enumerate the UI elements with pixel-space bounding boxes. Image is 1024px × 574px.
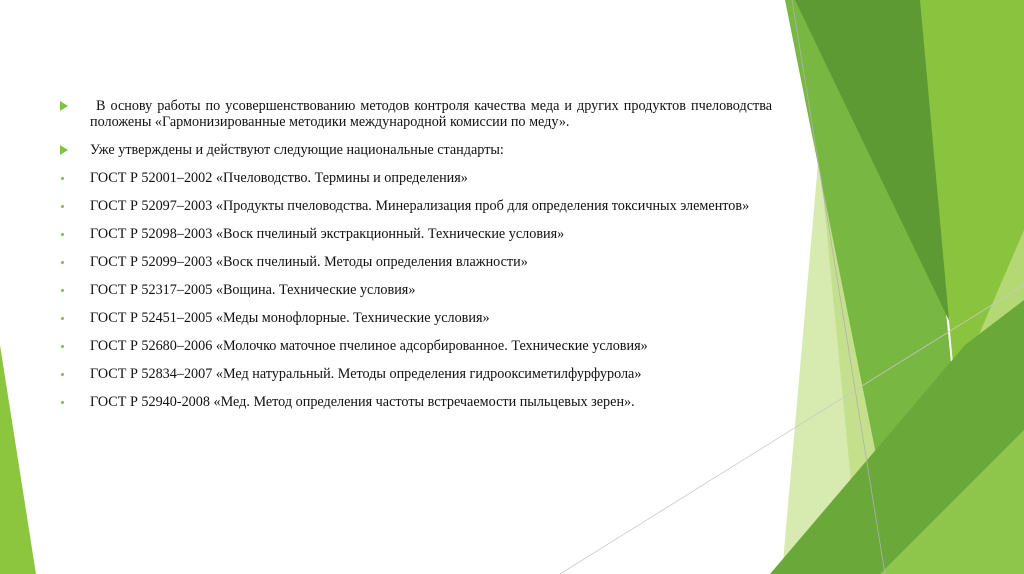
standard-item: [60, 310, 772, 326]
standard-text: ГОСТ Р 52834–2007 «Мед натуральный. Методы определения гидрооксиметилфурфурола»: [90, 366, 642, 382]
standard-text: ГОСТ Р 52097–2003 «Продукты пчеловодства. Минерализация проб для определения токсичных элементов»: [90, 198, 750, 214]
arrow-bullet: [60, 98, 90, 111]
standard-item: [60, 282, 772, 298]
standard-item: [60, 254, 772, 270]
dot-bullet: [60, 394, 90, 404]
intro-text: В основу работы по усовершенствованию методов контроля качества меда и других продуктов пчеловодства положены «Гармонизированные методики международной комиссии по меду».: [90, 98, 772, 130]
dot-bullet: [60, 310, 90, 320]
standards-heading: Уже утверждены и действуют следующие национальные стандарты:: [90, 142, 504, 158]
standard-item: [60, 338, 772, 354]
dot-bullet: [60, 226, 90, 236]
standard-item: [60, 170, 772, 186]
standard-text: ГОСТ Р 52099–2003 «Воск пчелиный. Методы определения влажности»: [90, 254, 528, 270]
intro-item: [60, 98, 772, 130]
standard-text: ГОСТ Р 52940-2008 «Мед. Метод определения частоты встречаемости пыльцевых зерен».: [90, 394, 635, 410]
left-green-sliver: [0, 345, 36, 574]
standard-text: ГОСТ Р 52001–2002 «Пчеловодство. Термины и определения»: [90, 170, 468, 186]
standard-item: [60, 198, 772, 214]
dot-bullet: [60, 338, 90, 348]
dot-bullet: [60, 366, 90, 376]
standard-text: ГОСТ Р 52317–2005 «Вощина. Технические условия»: [90, 282, 416, 298]
standard-item: [60, 394, 772, 410]
standards-heading-item: [60, 142, 772, 158]
standard-text: ГОСТ Р 52451–2005 «Меды монофлорные. Технические условия»: [90, 310, 490, 326]
dot-bullet: [60, 198, 90, 208]
standard-text: ГОСТ Р 52680–2006 «Молочко маточное пчелиное адсорбированное. Технические условия»: [90, 338, 648, 354]
dot-bullet: [60, 254, 90, 264]
slide-content: [60, 98, 772, 422]
standard-text: ГОСТ Р 52098–2003 «Воск пчелиный экстракционный. Технические условия»: [90, 226, 565, 242]
dot-bullet: [60, 282, 90, 292]
arrow-bullet: [60, 142, 90, 155]
standard-item: [60, 226, 772, 242]
standard-item: [60, 366, 772, 382]
dot-bullet: [60, 170, 90, 180]
